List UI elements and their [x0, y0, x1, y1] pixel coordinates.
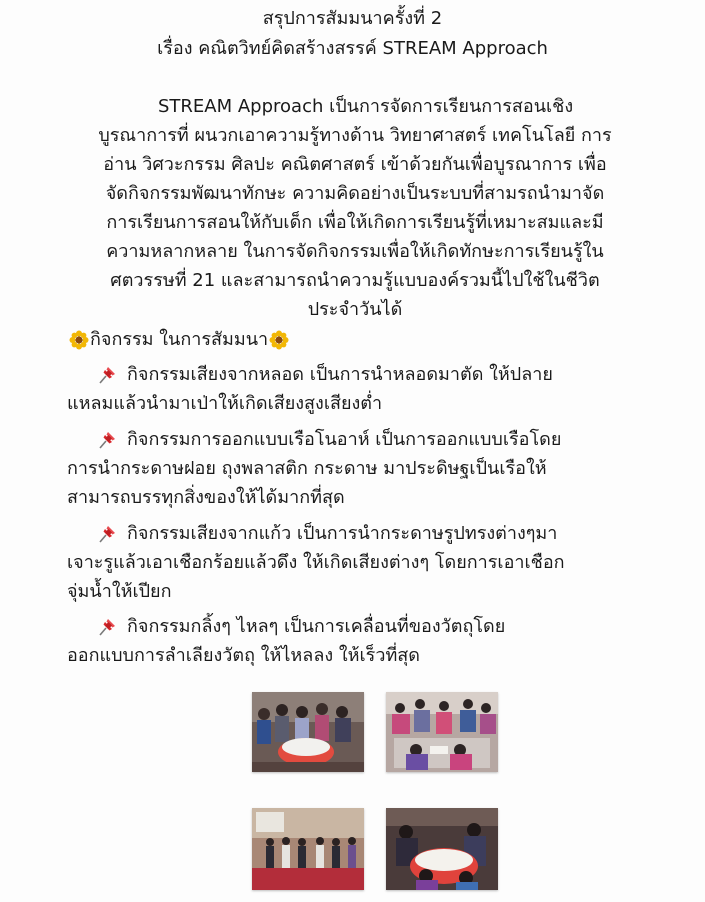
intro-line: การเรียนการสอนให้กับเด็ก เพื่อให้เกิดการเรียนรู้ที่เหมาะสมและมี: [106, 212, 604, 233]
document-subtitle: เรื่อง คณิตวิทย์คิดสร้างสรรค์ STREAM Approach: [157, 38, 548, 59]
section-heading-text: กิจกรรม ในการสัมมนา: [90, 329, 269, 350]
activity-title-line: กิจกรรมเสียงจากแก้ว เป็นการนำกระดาษรูปทรงต่างๆมา: [127, 523, 558, 544]
activity-line: เจาะรูแล้วเอาเชือกร้อยแล้วดึง ให้เกิดเสียงต่างๆ โดยการเอาเชือก: [67, 552, 565, 573]
activity-item: [67, 425, 667, 512]
intro-paragraph: [60, 92, 650, 324]
activity-line: สามารถบรรทุกสิ่งของให้ได้มากที่สุด: [67, 487, 345, 508]
intro-line: ความหลากหลาย ในการจัดกิจกรรมเพื่อให้เกิดทักษะการเรียนรู้ใน: [106, 241, 604, 262]
seminar-photo: [252, 808, 364, 890]
sunflower-icon: [69, 330, 89, 350]
pushpin-icon: [97, 430, 117, 450]
activity-item: [67, 612, 667, 670]
seminar-photo: [252, 692, 364, 772]
intro-line: จัดกิจกรรมพัฒนาทักษะ ความคิดอย่างเป็นระบบที่สามรถนำมาจัด: [105, 183, 605, 204]
seminar-photo: [386, 808, 498, 890]
intro-line: บูรณาการที่ ผนวกเอาความรู้ทางด้าน วิทยาศาสตร์ เทคโนโลยี การ: [98, 125, 612, 146]
intro-line: ศตวรรษที่ 21 และสามารถนำความรู้แบบองค์รวมนี้ไปใช้ในชีวิต: [110, 270, 600, 291]
activity-item: [67, 519, 667, 606]
sunflower-icon: [269, 330, 289, 350]
section-heading: [68, 326, 290, 354]
activity-line: จุ่มน้ำให้เปียก: [67, 581, 172, 602]
activity-item: [67, 360, 667, 418]
pushpin-icon: [97, 617, 117, 637]
activity-line: แหลมแล้วนำมาเป่าให้เกิดเสียงสูงเสียงต่ำ: [67, 393, 383, 414]
intro-line: STREAM Approach เป็นการจัดการเรียนการสอนเชิง: [158, 96, 574, 117]
document-title: สรุปการสัมมนาครั้งที่ 2: [262, 8, 443, 29]
activity-title-line: กิจกรรมเสียงจากหลอด เป็นการนำหลอดมาตัด ให้ปลาย: [127, 364, 553, 385]
activity-title-line: กิจกรรมการออกแบบเรือโนอาห์ เป็นการออกแบบเรือโดย: [127, 429, 562, 450]
intro-line: อ่าน วิศวะกรรม ศิลปะ คณิตศาสตร์ เข้าด้วยกันเพื่อบูรณาการ เพื่อ: [103, 154, 607, 175]
activity-line: ออกแบบการลำเลียงวัตถุ ให้ไหลลง ให้เร็วที่สุด: [67, 645, 420, 666]
pushpin-icon: [97, 365, 117, 385]
intro-line: ประจำวันได้: [307, 299, 403, 320]
seminar-photo: [386, 692, 498, 772]
activity-title-line: กิจกรรมกลิ้งๆ ไหลๆ เป็นการเคลื่อนที่ของวัตถุโดย: [127, 616, 506, 637]
pushpin-icon: [97, 524, 117, 544]
activity-line: การนำกระดาษฝอย ถุงพลาสติก กระดาษ มาประดิษฐเป็นเรือให้: [67, 458, 547, 479]
